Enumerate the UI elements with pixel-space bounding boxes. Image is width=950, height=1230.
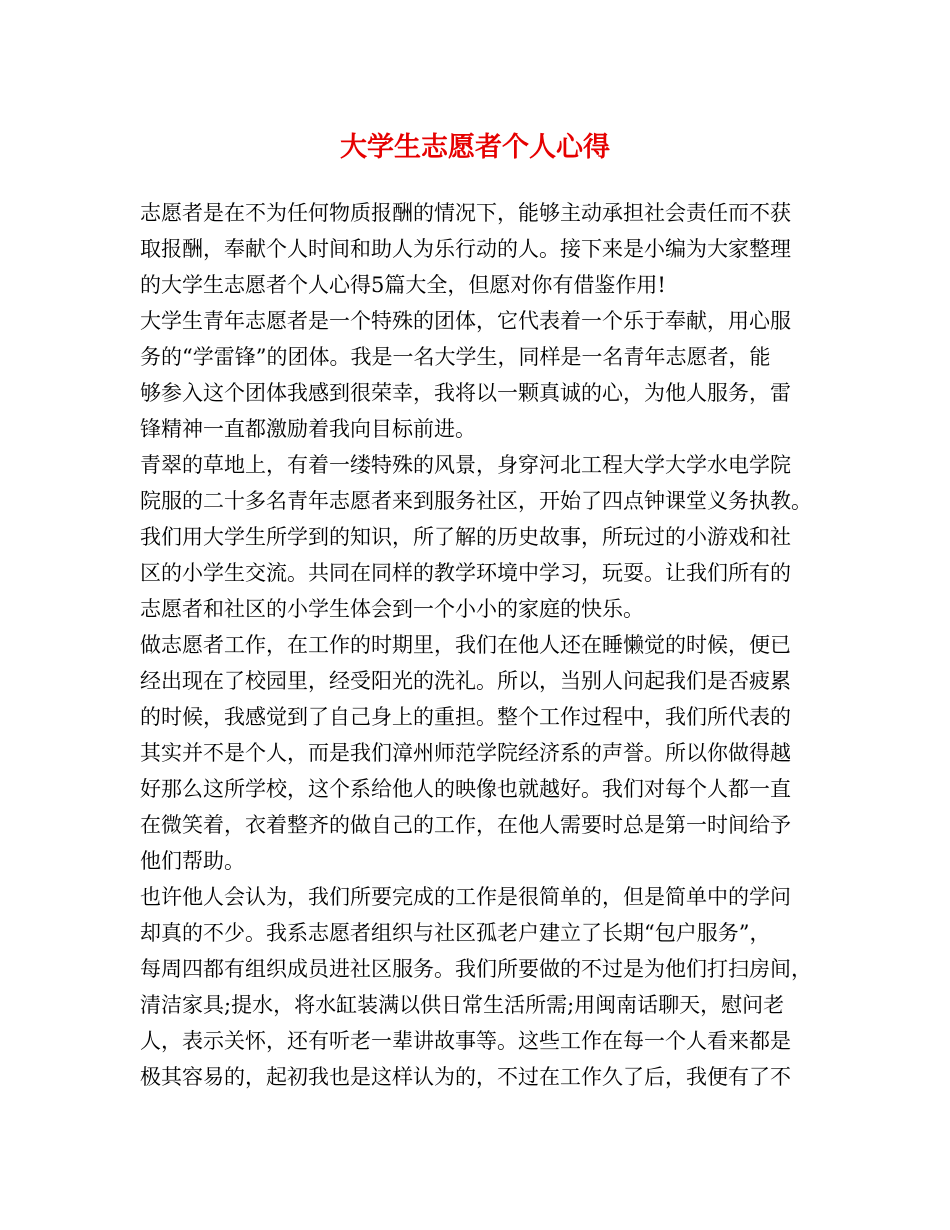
text-line: 青翠的草地上，有着一缕特殊的风景，身穿河北工程大学大学水电学院 bbox=[140, 453, 791, 477]
text-line: 我们用大学生所学到的知识，所了解的历史故事，所玩过的小游戏和社 bbox=[140, 525, 791, 549]
text-line: 的大学生志愿者个人心得5篇大全，但愿对你有借鉴作用! bbox=[140, 273, 666, 297]
text-line: 好那么这所学校，这个系给他人的映像也就越好。我们对每个人都一直 bbox=[140, 777, 791, 801]
text-line: 也许他人会认为，我们所要完成的工作是很简单的，但是简单中的学问 bbox=[140, 885, 791, 909]
text-line: 大学生青年志愿者是一个特殊的团体，它代表着一个乐于奉献，用心服 bbox=[140, 309, 791, 333]
text-line: 务的“学雷锋”的团体。我是一名大学生，同样是一名青年志愿者，能 bbox=[140, 345, 771, 369]
text-line: 每周四都有组织成员进社区服务。我们所要做的不过是为他们打扫房间， bbox=[140, 957, 812, 981]
text-line: 他们帮助。 bbox=[140, 849, 245, 873]
text-line: 在微笑着，衣着整齐的做自己的工作，在他人需要时总是第一时间给予 bbox=[140, 813, 791, 837]
text-line: 志愿者是在不为任何物质报酬的情况下，能够主动承担社会责任而不获 bbox=[140, 201, 791, 225]
text-line: 取报酬，奉献个人时间和助人为乐行动的人。接下来是小编为大家整理 bbox=[140, 237, 791, 261]
text-line: 志愿者和社区的小学生体会到一个小小的家庭的快乐。 bbox=[140, 597, 644, 621]
text-line: 锋精神一直都激励着我向目标前进。 bbox=[140, 417, 476, 441]
text-line: 人，表示关怀，还有听老一辈讲故事等。这些工作在每一个人看来都是 bbox=[140, 1029, 791, 1053]
text-line: 够参入这个团体我感到很荣幸，我将以一颗真诚的心，为他人服务，雷 bbox=[140, 381, 791, 405]
text-line: 却真的不少。我系志愿者组织与社区孤老户建立了长期“包户服务”， bbox=[140, 921, 771, 945]
page-title: 大学生志愿者个人心得 bbox=[340, 132, 610, 163]
text-line: 院服的二十多名青年志愿者来到服务社区，开始了四点钟课堂义务执教。 bbox=[140, 489, 812, 513]
text-line: 清洁家具;提水，将水缸装满以供日常生活所需;用闽南话聊天，慰问老 bbox=[140, 993, 785, 1017]
text-line: 经出现在了校园里，经受阳光的洗礼。所以，当别人问起我们是否疲累 bbox=[140, 669, 791, 693]
text-line: 的时候，我感觉到了自己身上的重担。整个工作过程中，我们所代表的 bbox=[140, 705, 791, 729]
text-line: 区的小学生交流。共同在同样的教学环境中学习，玩耍。让我们所有的 bbox=[140, 561, 791, 585]
text-line: 极其容易的，起初我也是这样认为的，不过在工作久了后，我便有了不 bbox=[140, 1065, 791, 1089]
body-text bbox=[140, 195, 830, 1095]
text-line: 其实并不是个人，而是我们漳州师范学院经济系的声誉。所以你做得越 bbox=[140, 741, 791, 765]
text-line: 做志愿者工作，在工作的时期里，我们在他人还在睡懒觉的时候，便已 bbox=[140, 633, 791, 657]
